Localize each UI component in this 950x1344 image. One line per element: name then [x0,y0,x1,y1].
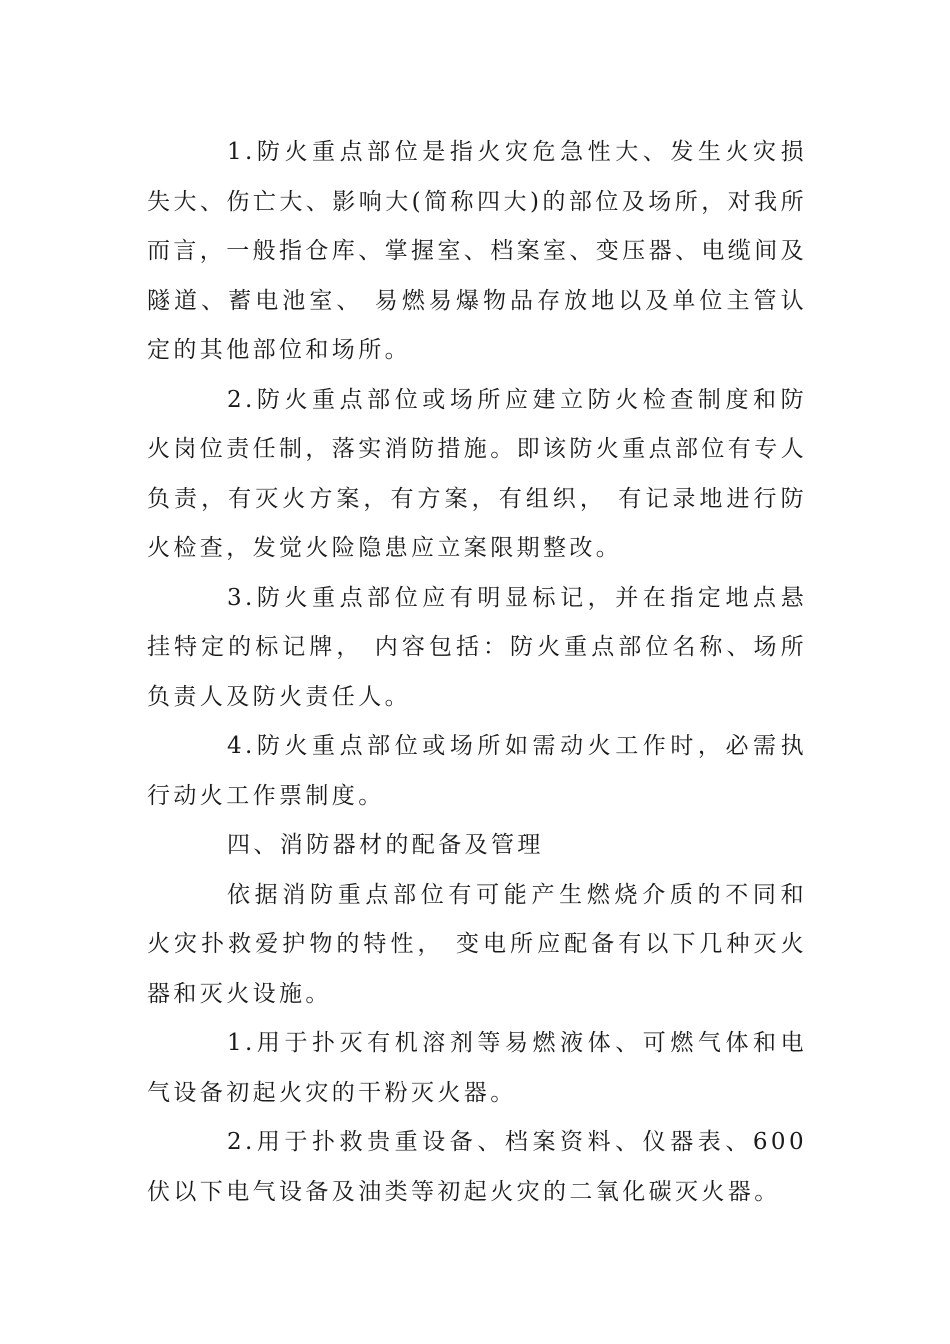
paragraph-marking-signs: 3.防火重点部位应有明显标记，并在指定地点悬挂特定的标记牌， 内容包括：防火重点部位名称、场所负责人及防火责任人。 [147,584,807,710]
paragraph-equipment-intro: 依据消防重点部位有可能产生燃烧介质的不同和火灾扑救爱护物的特性， 变电所应配备有以下几种灭火器和灭火设施。 [147,881,807,1007]
paragraph-dry-powder-extinguisher: 1.用于扑灭有机溶剂等易燃液体、可燃气体和电气设备初起火灾的干粉灭火器。 [147,1030,807,1106]
paragraph-hot-work-permit: 4.防火重点部位或场所如需动火工作时，必需执行动火工作票制度。 [147,733,807,809]
paragraph-inspection-system: 2.防火重点部位或场所应建立防火检查制度和防火岗位责任制，落实消防措施。即该防火重点部位有专人负责，有灭火方案，有方案，有组织， 有记录地进行防火检查，发觉火险隐患应立案限期整改。 [147,386,807,561]
section-heading-equipment: 四、消防器材的配备及管理 [227,832,544,858]
document-body [147,128,807,1217]
paragraph-co2-extinguisher: 2.用于扑救贵重设备、档案资料、仪器表、600伏以下电气设备及油类等初起火灾的二氧化碳灭火器。 [147,1129,807,1205]
paragraph-key-area-definition: 1.防火重点部位是指火灾危急性大、发生火灾损失大、伤亡大、影响大(简称四大)的部位及场所，对我所而言，一般指仓库、掌握室、档案室、变压器、电缆间及隧道、蓄电池室、 易燃易爆物品存放地以及单位主管认定的其他部位和场所。 [147,139,807,363]
